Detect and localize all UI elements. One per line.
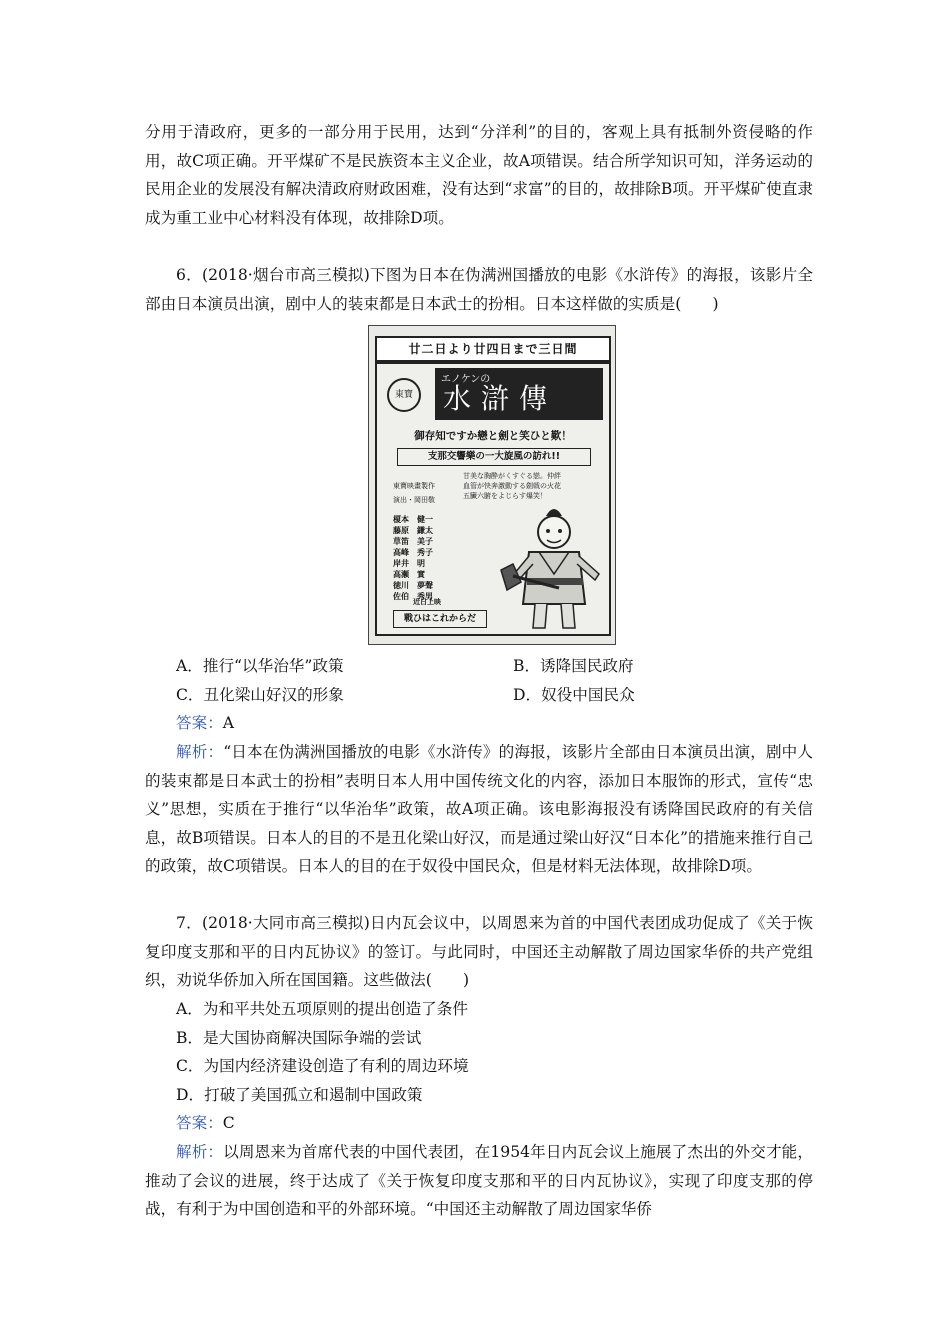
q7-answer [176, 1109, 235, 1138]
poster-cast-list [393, 514, 433, 602]
poster-tagline-3: 五臟六腑をよじらす爆笑！ [463, 492, 547, 500]
analysis-label: 解析： [176, 743, 224, 761]
q6-analysis [145, 738, 813, 881]
poster-cast-name: 徳川 夢聲 [393, 581, 433, 590]
poster-tagline-1: 甘美な胸酔がくすぐる戀。仲絆 [463, 472, 561, 480]
movie-poster-image [368, 325, 616, 645]
question-6-stem: 6．(2018·烟台市高三模拟)下图为日本在伪满洲国播放的电影《水浒传》的海报，该影片全部由日本演员出演，剧中人的装束都是日本武士的扮相。日本这样做的实质是( ) [145, 266, 813, 313]
poster-tagline-2: 血管が快奔激動する劍戟の火花 [463, 482, 561, 490]
poster-cast-name: 佐伯 秀男 [393, 592, 433, 601]
q6-option-a: A．推行“以华治华”政策 [176, 657, 344, 675]
poster-coming-soon: 近日上映 [413, 598, 441, 606]
poster-credit-2: 演出・岡田敬 [393, 496, 435, 504]
poster-studio-seal: 東寶 [387, 378, 421, 412]
poster-cast-name: 草笛 美子 [393, 537, 433, 546]
poster-cast-name: 岸井 明 [393, 559, 425, 568]
poster-cast-name: 高峰 秀子 [393, 548, 433, 557]
q6-option-d: D．奴役中国民众 [513, 686, 635, 704]
q7-analysis [145, 1138, 813, 1224]
q7-option-d: D．打破了美国孤立和遏制中国政策 [176, 1086, 423, 1104]
answer-label: 答案： [176, 1114, 223, 1132]
q7-option-a: A．为和平共处五项原则的提出创造了条件 [176, 1000, 468, 1018]
poster-slogan-2: 支那交響樂の一大旋風の訪れ!! [397, 448, 591, 466]
poster-main-title: 水滸傳 [443, 382, 558, 415]
samurai-figure-illustration [499, 504, 609, 634]
q6-option-b: B．诱降国民政府 [513, 657, 634, 675]
poster-frame [375, 362, 611, 636]
intro-paragraph: 分用于清政府，更多的一部分用于民用，达到“分洋利”的目的，客观上具有抵制外资侵略的作用，故C项正确。开平煤矿不是民族资本主义企业，故A项错误。结合所学知识可知，洋务运动的民用企业的发展没有解决清政府财政困难，没有达到“求富”的目的，故排除B项。开平煤矿使直隶成为重工业中心材料没有体现，故排除D项。 [145, 123, 813, 227]
q7-option-b: B．是大国协商解决国际争端的尝试 [176, 1029, 422, 1047]
answer-label: 答案： [176, 714, 223, 732]
answer-value: A [222, 714, 235, 732]
poster-credit-1: 東寶映畫製作 [393, 482, 435, 490]
poster-kana-title: エノケンの [441, 374, 491, 385]
analysis-label: 解析： [176, 1143, 224, 1161]
q7-option-c: C．为国内经济建设创造了有利的周边环境 [176, 1057, 469, 1075]
poster-sub-heading: 戰ひはこれからだ [393, 610, 487, 628]
poster-cast-name: 高瀬 實 [393, 570, 425, 579]
poster-cast-name: 藤原 鎌太 [393, 526, 433, 535]
poster-slogan-1: 御存知ですか戀と劍と笑ひと歎！ [414, 430, 572, 442]
analysis-text: 以周恩来为首席代表的中国代表团，在1954年日内瓦会议上施展了杰出的外交才能，推动了会议的进展，终于达成了《关于恢复印度支那和平的日内瓦协议》，实现了印度支那的停战，有利于为中国创造和平的外部环境。“中国还主动解散了周边国家华侨 [145, 1143, 813, 1218]
q6-option-c: C．丑化梁山好汉的形象 [176, 686, 344, 704]
answer-value: C [222, 1114, 235, 1132]
analysis-text: “日本在伪满洲国播放的电影《水浒传》的海报，该影片全部由日本演员出演，剧中人的装束都是日本武士的扮相”表明日本人用中国传统文化的内容，添加日本服饰的形式，宣传“忠义”思想，实质在于推行“以华治华”政策，故A项正确。该电影海报没有诱降国民政府的有关信息，故B项错误。日本人的目的不是丑化梁山好汉，而是通过梁山好汉“日本化”的措施来推行自己的政策，故C项错误。日本人的目的在于奴役中国民众，但是材料无法体现，故排除D项。 [145, 743, 813, 875]
poster-cast-name: 榎本 健一 [393, 515, 433, 524]
poster-date-banner: 廿二日より廿四日まで三日間 [375, 336, 611, 362]
question-7-stem: 7．(2018·大同市高三模拟)日内瓦会议中，以周恩来为首的中国代表团成功促成了《关于恢复印度支那和平的日内瓦协议》的签订。与此同时，中国还主动解散了周边国家华侨的共产党组织，劝说华侨加入所在国国籍。这些做法( ) [145, 914, 813, 989]
q6-answer [176, 709, 234, 738]
